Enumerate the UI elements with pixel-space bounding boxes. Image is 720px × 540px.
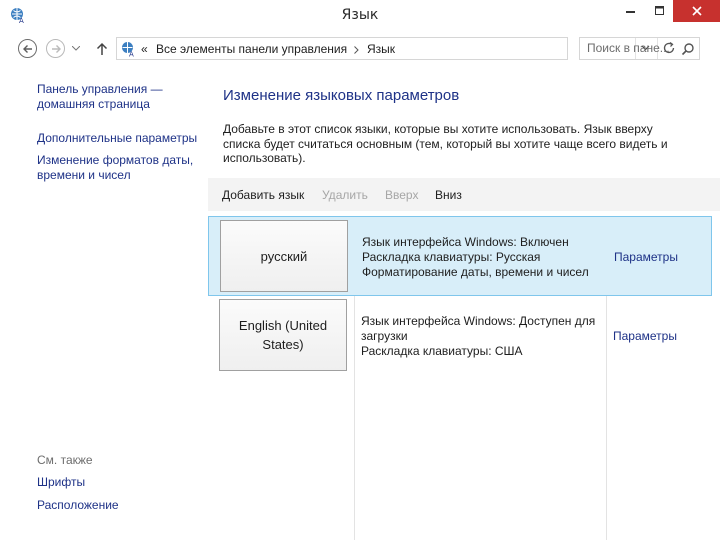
- breadcrumb-overflow[interactable]: «: [141, 42, 148, 56]
- remove-button[interactable]: Удалить: [322, 188, 368, 202]
- search-input[interactable]: [587, 41, 677, 55]
- window-title: Язык: [341, 7, 379, 23]
- page-title: Изменение языковых параметров: [223, 87, 460, 104]
- breadcrumb-all-control-panel-items[interactable]: Все элементы панели управления: [156, 42, 348, 56]
- language-row-english[interactable]: [208, 297, 712, 377]
- see-also-heading: См. также: [37, 453, 93, 467]
- control-panel-icon: [120, 40, 137, 57]
- close-button[interactable]: [673, 0, 720, 22]
- search-box: [579, 37, 700, 60]
- language-list: [208, 216, 720, 540]
- language-tile[interactable]: English (United States): [219, 299, 347, 371]
- move-up-button[interactable]: Вверх: [385, 188, 419, 202]
- recent-pages-dropdown-icon[interactable]: [72, 46, 80, 51]
- arrow-up-icon: [96, 42, 108, 56]
- sidebar-link-change-formats[interactable]: Изменение форматов даты, времени и чисел: [37, 153, 194, 182]
- close-icon: [692, 6, 702, 16]
- search-icon[interactable]: [681, 42, 695, 56]
- breadcrumb-language[interactable]: Язык: [367, 42, 396, 56]
- maximize-icon: [655, 6, 665, 16]
- maximize-button[interactable]: [645, 0, 674, 22]
- address-bar[interactable]: [116, 37, 568, 60]
- sidebar-link-advanced-settings[interactable]: Дополнительные параметры: [37, 131, 198, 145]
- language-options-link[interactable]: Параметры: [614, 250, 678, 264]
- language-info: Язык интерфейса Windows: Включен Раскладка клавиатуры: Русская Форматирование даты, времени и чисел: [362, 235, 589, 279]
- sidebar-link-fonts[interactable]: Шрифты: [37, 475, 86, 489]
- back-button[interactable]: [18, 39, 37, 58]
- forward-button[interactable]: [46, 39, 65, 58]
- minimize-button[interactable]: [616, 0, 645, 22]
- language-toolbar: [208, 178, 720, 211]
- move-down-button[interactable]: Вниз: [435, 188, 462, 202]
- svg-text:A: A: [129, 50, 134, 57]
- svg-text:A: A: [19, 17, 24, 24]
- sidebar-link-location[interactable]: Расположение: [37, 498, 119, 512]
- sidebar: [0, 68, 208, 540]
- navigation-bar: [0, 30, 720, 68]
- up-button[interactable]: [94, 39, 110, 58]
- arrow-right-icon: [51, 44, 61, 54]
- chevron-right-icon[interactable]: [354, 46, 359, 54]
- language-row-russian[interactable]: [208, 216, 712, 296]
- language-tile[interactable]: русский: [220, 220, 348, 292]
- title-bar: [0, 0, 720, 30]
- language-info: Язык интерфейса Windows: Доступен для загрузки Раскладка клавиатуры: США: [361, 314, 596, 358]
- add-language-button[interactable]: Добавить язык: [222, 188, 305, 202]
- language-options-link[interactable]: Параметры: [613, 329, 677, 343]
- minimize-icon: [626, 6, 636, 16]
- page-description: Добавьте в этот список языки, которые вы хотите использовать. Язык вверху списка будет считаться основным (тем, который вы хотите чаще всего видеть и использовать).: [223, 122, 668, 165]
- arrow-left-icon: [23, 44, 33, 54]
- sidebar-link-control-panel-home[interactable]: Панель управления — домашняя страница: [37, 82, 163, 111]
